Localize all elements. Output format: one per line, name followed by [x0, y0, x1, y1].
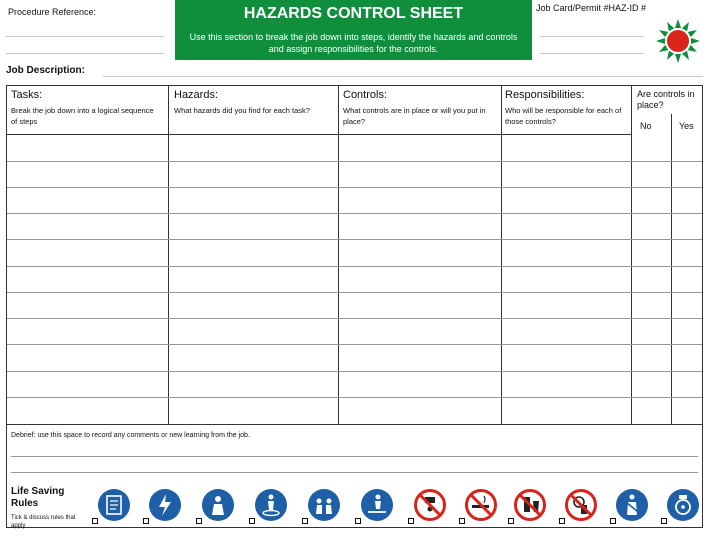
hazards-heading: Hazards:	[174, 89, 219, 101]
debrief-label: Debrief: use this space to record any comments or new learning from the job.	[11, 432, 250, 439]
table-row[interactable]	[7, 239, 702, 240]
safe-system-icon	[201, 488, 235, 522]
no-lifting-under-load-icon	[413, 488, 447, 522]
debrief-separator	[7, 424, 702, 425]
responsibilities-heading: Responsibilities:	[505, 89, 585, 101]
driving-rules-icon	[666, 488, 700, 522]
rule-checkbox[interactable]	[508, 518, 514, 524]
hazards-table	[6, 85, 703, 528]
rule-checkbox[interactable]	[408, 518, 414, 524]
sheet-instructions: Use this section to break the job down into steps, identify the hazards and controls and assign responsibilities for the controls.	[189, 32, 518, 54]
yes-column-label: Yes	[679, 121, 694, 131]
table-row[interactable]	[7, 187, 702, 188]
column-divider	[338, 86, 339, 424]
rule-checkbox[interactable]	[661, 518, 667, 524]
reference-line-2	[6, 53, 164, 54]
reference-line-1	[6, 36, 164, 37]
no-smoking-icon	[464, 488, 498, 522]
tasks-heading: Tasks:	[11, 89, 43, 101]
rule-checkbox[interactable]	[559, 518, 565, 524]
rule-checkbox[interactable]	[143, 518, 149, 524]
permit-line-2	[540, 53, 644, 54]
hazards-subtext: What hazards did you find for each task?	[174, 106, 310, 115]
rule-checkbox[interactable]	[302, 518, 308, 524]
debrief-line[interactable]	[11, 456, 698, 457]
no-phone-driving-icon	[564, 488, 598, 522]
rule-checkbox[interactable]	[459, 518, 465, 524]
rule-checkbox[interactable]	[92, 518, 98, 524]
table-row[interactable]	[7, 292, 702, 293]
debrief-line[interactable]	[11, 472, 698, 473]
company-logo	[654, 17, 702, 65]
life-saving-rules-note: Tick & discuss rules that apply	[11, 515, 76, 529]
rule-checkbox[interactable]	[249, 518, 255, 524]
isolation-icon	[148, 488, 182, 522]
rule-checkbox[interactable]	[355, 518, 361, 524]
table-row[interactable]	[7, 161, 702, 162]
work-permit-icon	[97, 488, 131, 522]
rule-checkbox[interactable]	[196, 518, 202, 524]
controls-heading: Controls:	[343, 89, 388, 101]
table-row[interactable]	[7, 318, 702, 319]
job-description-label: Job Description:	[6, 65, 85, 76]
table-row[interactable]	[7, 397, 702, 398]
permit-line-1	[540, 36, 644, 37]
table-row[interactable]	[7, 344, 702, 345]
work-at-height-icon	[360, 488, 394, 522]
responsibilities-subtext: Who will be responsible for each of those controls?	[505, 106, 622, 126]
column-divider	[168, 86, 169, 424]
no-column-label: No	[640, 121, 652, 131]
job-description-line[interactable]	[103, 76, 703, 77]
confined-space-icon	[254, 488, 288, 522]
header-separator	[7, 134, 631, 135]
hazard-area-icon	[307, 488, 341, 522]
column-divider	[631, 86, 632, 424]
column-divider	[501, 86, 502, 424]
table-row[interactable]	[7, 213, 702, 214]
sheet-title: HAZARDS CONTROL SHEET	[243, 5, 464, 22]
no-alcohol-drugs-icon	[513, 488, 547, 522]
table-row[interactable]	[7, 266, 702, 267]
life-saving-rules-title: Life Saving Rules	[11, 486, 65, 509]
table-row[interactable]	[7, 371, 702, 372]
permit-number-label: Job Card/Permit #HAZ-ID #	[536, 3, 647, 13]
controls-subtext: What controls are in place or will you put in place?	[343, 106, 486, 126]
rule-checkbox[interactable]	[610, 518, 616, 524]
tasks-subtext: Break the job down into a logical sequence of steps	[11, 106, 154, 126]
seat-belt-icon	[615, 488, 649, 522]
procedure-reference-label: Procedure Reference:	[8, 7, 97, 17]
controls-in-place-heading: Are controls in place?	[637, 89, 695, 110]
